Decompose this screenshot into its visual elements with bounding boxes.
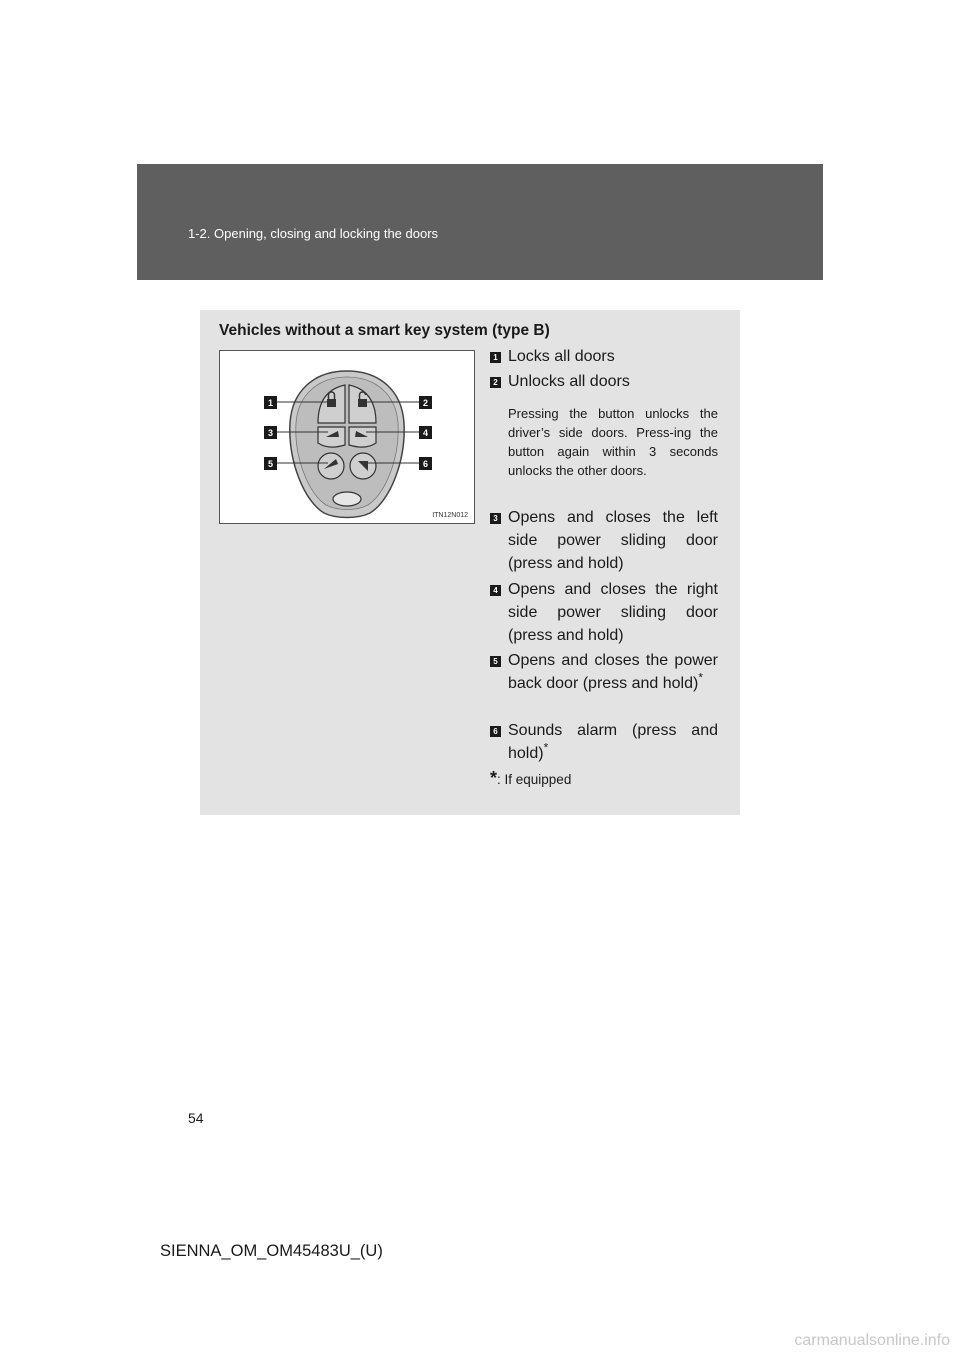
item-5-footnote-star: * — [698, 670, 703, 685]
item-number-2: 2 — [490, 377, 501, 388]
item-text-5-body: Opens and closes the power back door (press and hold) — [508, 652, 718, 692]
footnote — [490, 768, 572, 793]
item-number-6: 6 — [490, 726, 501, 737]
item-number-3: 3 — [490, 513, 501, 524]
callout-5: 5 — [267, 459, 274, 469]
callout-3: 3 — [267, 428, 274, 438]
figure-code: ITN12N012 — [432, 512, 468, 519]
item-text-2: Unlocks all doors — [508, 373, 630, 390]
item-text-6-body: Sounds alarm (press and hold) — [508, 722, 718, 762]
callout-2: 2 — [422, 398, 429, 408]
callout-6: 6 — [422, 459, 429, 469]
page-number: 54 — [188, 1110, 204, 1126]
callout-1: 1 — [267, 398, 274, 408]
right-slide-door-button — [349, 427, 376, 447]
item-number-1: 1 — [490, 352, 501, 363]
document-id: SIENNA_OM_OM45483U_(U) — [160, 1242, 383, 1260]
item-number-5: 5 — [490, 656, 501, 667]
section-title: 1-2. Opening, closing and locking the doors — [188, 226, 439, 241]
watermark: carmanualsonline.info — [794, 1332, 950, 1349]
footnote-star: * — [490, 768, 498, 788]
key-ring-hole — [333, 492, 361, 506]
unlock-note: Pressing the button unlocks the driver’s side doors. Press-ing the button again within 3 seconds unlocks the other doors. — [508, 406, 718, 478]
item-text-1: Locks all doors — [508, 348, 615, 365]
item-6-footnote-star: * — [543, 740, 549, 755]
left-slide-door-button — [318, 427, 345, 447]
item-text-4: Opens and closes the right side power sliding door (press and hold) — [508, 581, 718, 644]
key-fob-illustration — [219, 350, 475, 524]
item-number-4: 4 — [490, 585, 501, 596]
footnote-text: : If equipped — [497, 772, 572, 787]
item-text-6 — [508, 719, 718, 765]
box-heading: Vehicles without a smart key system (type B) — [219, 322, 550, 339]
callout-4: 4 — [422, 428, 429, 438]
item-text-5 — [508, 649, 718, 695]
header-bar — [137, 164, 823, 280]
item-text-3: Opens and closes the left side power sliding door (press and hold) — [508, 509, 718, 572]
